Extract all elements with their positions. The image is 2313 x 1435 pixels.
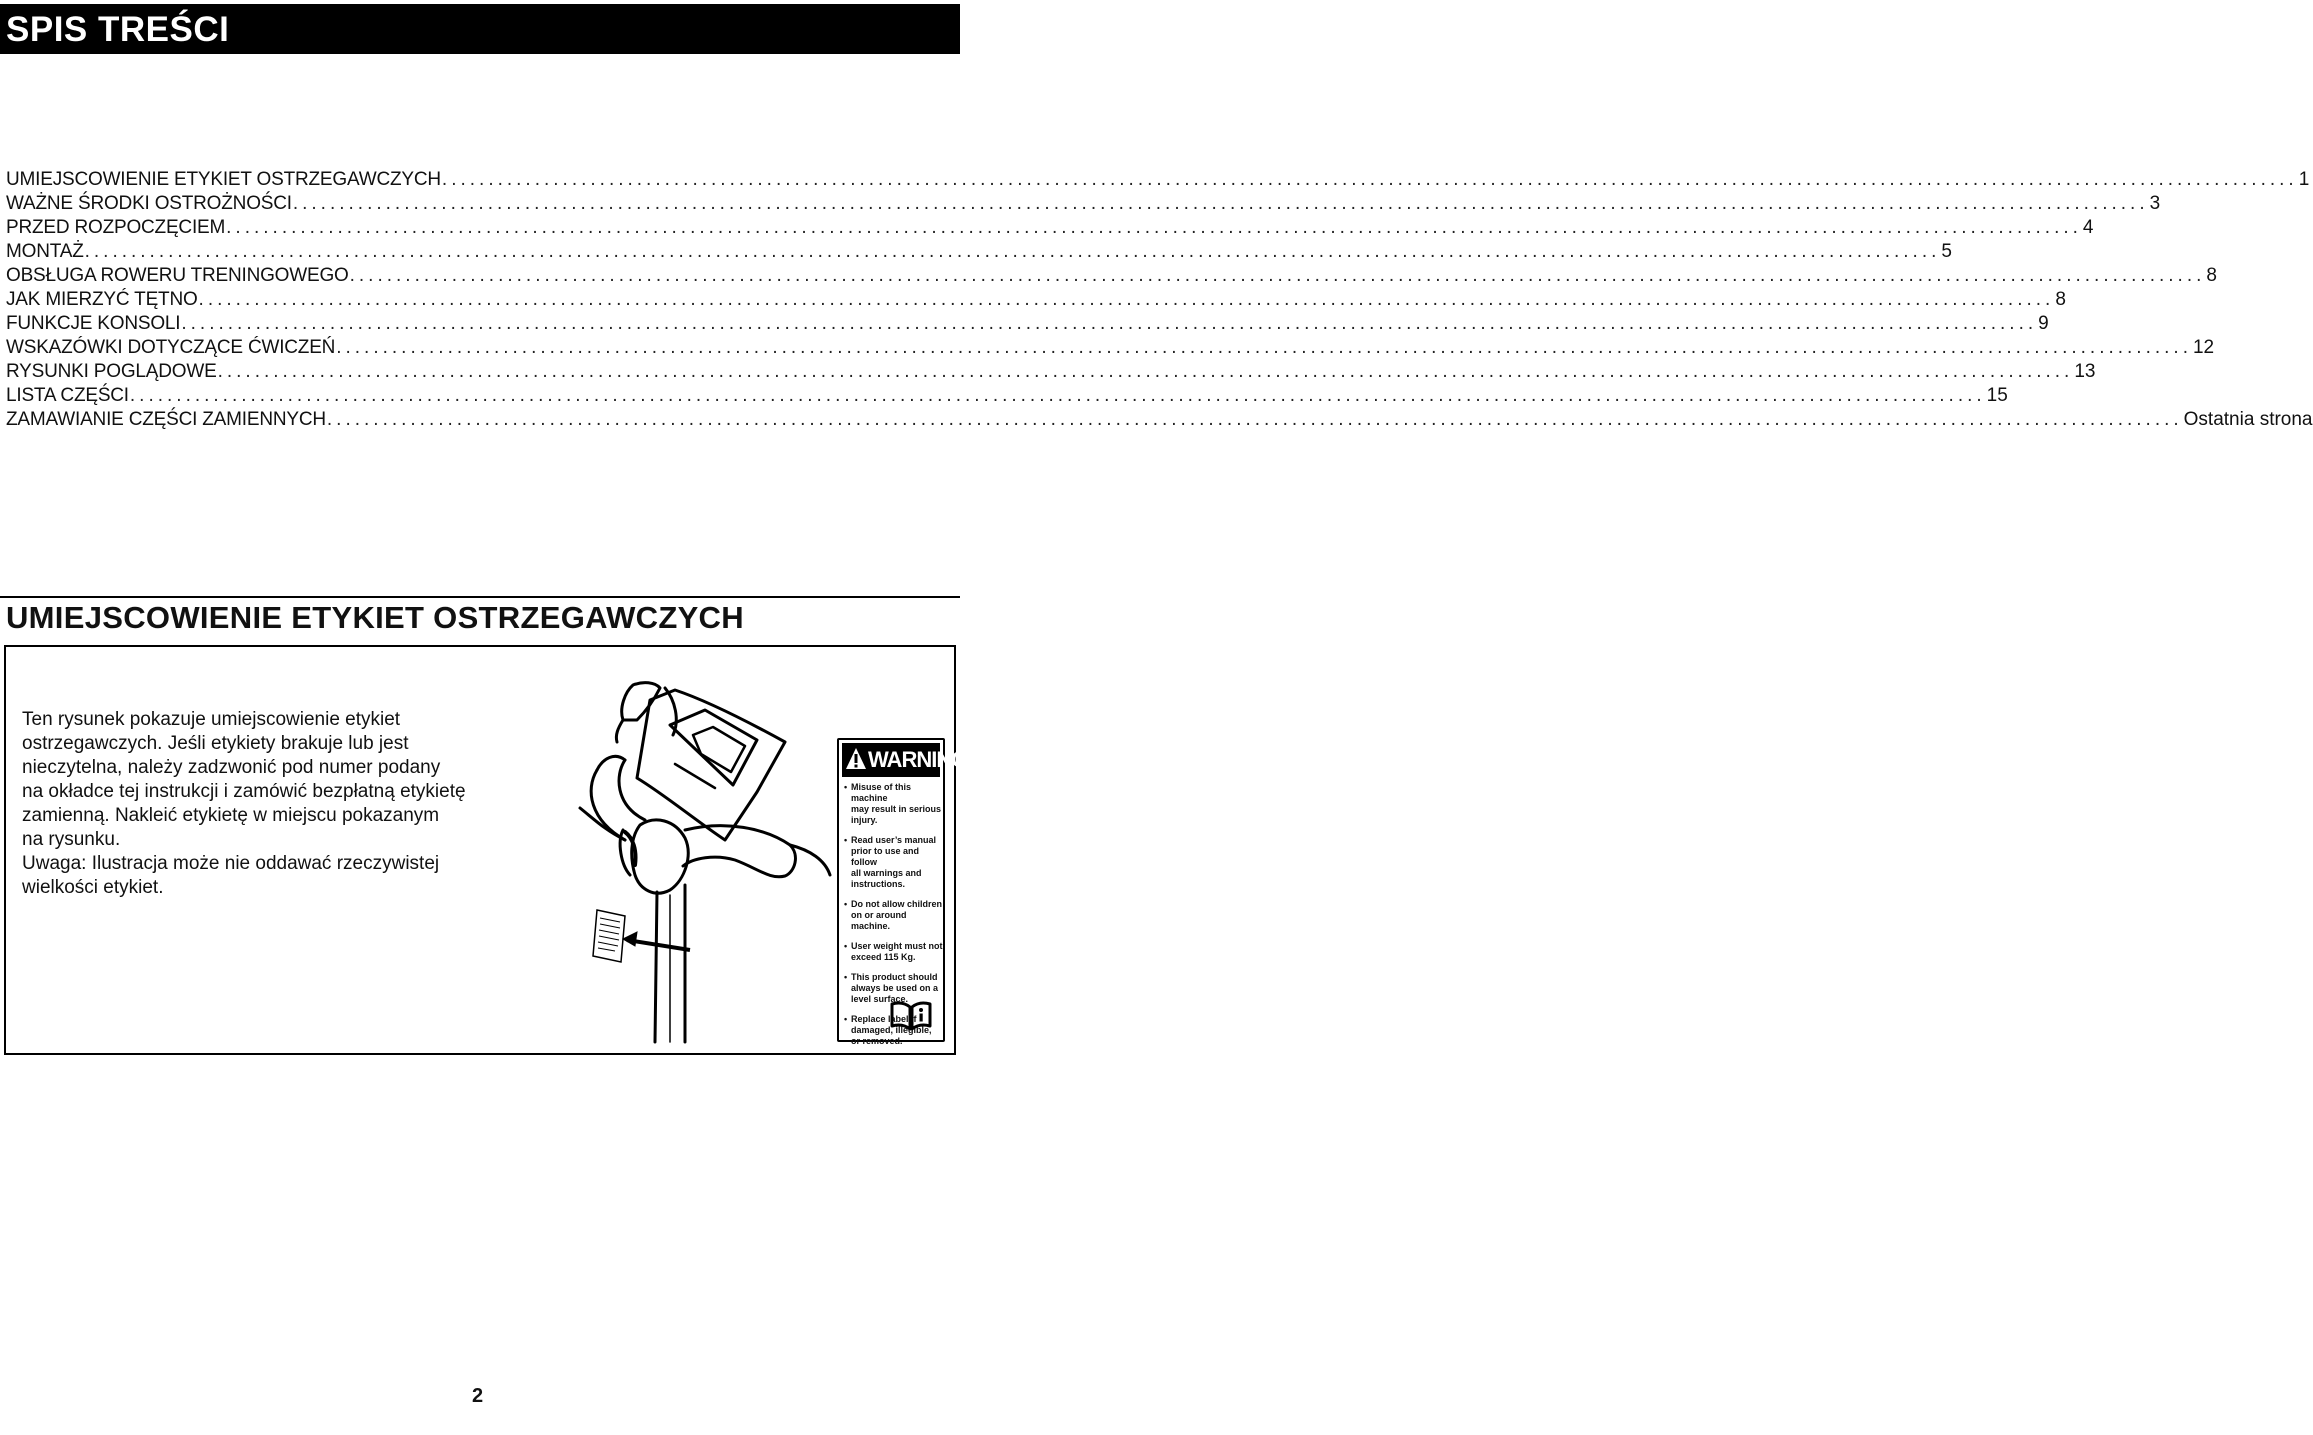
bullet: • — [844, 835, 848, 845]
toc-entry-label: ZAMAWIANIE CZĘŚCI ZAMIENNYCH — [6, 409, 326, 430]
description-line: wielkości etykiet. — [22, 877, 164, 898]
description-line: Ten rysunek pokazuje umiejscowienie etykiet — [22, 709, 401, 730]
toc-entry[interactable] — [6, 192, 2161, 216]
warning-triangle-icon — [845, 747, 867, 771]
toc-entry[interactable] — [6, 360, 2096, 384]
warning-line: injury. — [851, 815, 878, 825]
exercise-bike-illustration — [585, 680, 830, 1042]
description-line: nieczytelna, należy zadzwonić pod numer podany — [22, 757, 441, 778]
warning-line: level surface. — [851, 994, 909, 1004]
bullet: • — [844, 782, 848, 792]
warning-line: Replace label if — [851, 1014, 917, 1024]
toc-entry[interactable] — [6, 264, 2217, 288]
warning-line: User weight must not — [851, 941, 943, 951]
toc-entry[interactable] — [6, 240, 1952, 264]
warning-line: This product should — [851, 972, 938, 982]
description-line: zamienną. Nakleić etykietę w miejscu pokazanym — [22, 805, 440, 826]
bullet: • — [844, 899, 848, 909]
page-number: 2 — [472, 1385, 484, 1407]
warning-line: Misuse of this machine — [851, 782, 912, 803]
description-line: ostrzegawczych. Jeśli etykiety brakuje lub jest — [22, 733, 409, 754]
warning-line: instructions. — [851, 879, 906, 889]
description-line: na okładce tej instrukcji i zamówić bezpłatną etykietę — [22, 781, 466, 802]
toc-entry-page: 15 — [1986, 385, 2008, 406]
toc-leader: ........................................................................................................................................................................................................ — [181, 313, 2038, 334]
toc-leader: ........................................................................................................................................................................................................ — [326, 409, 2183, 430]
toc-leader: ........................................................................................................................................................................................................ — [441, 169, 2298, 190]
toc-entry-label: RYSUNKI POGLĄDOWE — [6, 361, 217, 382]
toc-entry-page: 1 — [2298, 169, 2310, 190]
section-title: UMIEJSCOWIENIE ETYKIET OSTRZEGAWCZYCH — [6, 600, 744, 635]
toc-entry-label: JAK MIERZYĆ TĘTNO — [6, 289, 198, 310]
warning-line: Do not allow children — [851, 899, 943, 909]
warning-line: may result in serious — [851, 804, 942, 814]
toc-leader: ........................................................................................................................................................................................................ — [292, 193, 2149, 214]
toc-leader: ........................................................................................................................................................................................................ — [349, 265, 2206, 286]
toc-entry-label: WSKAZÓWKI DOTYCZĄCE ĆWICZEŃ — [6, 337, 336, 358]
toc-entry-page: 8 — [2206, 265, 2217, 286]
warning-item — [844, 941, 944, 963]
warning-heading — [842, 743, 968, 777]
warning-label — [837, 738, 968, 1046]
toc-entry-label: MONTAŻ — [6, 241, 84, 262]
warning-line: damaged, illegible, — [851, 1025, 932, 1035]
toc-entry[interactable] — [6, 216, 2094, 240]
toc-entry-label: WAŻNE ŚRODKI OSTROŻNOŚCI — [6, 193, 292, 214]
warning-item — [844, 835, 944, 890]
toc-entry-page: 8 — [2055, 289, 2066, 310]
toc-entry-page: Ostatnia strona — [2183, 409, 2313, 430]
toc-entry[interactable] — [6, 168, 2310, 192]
toc-entry[interactable] — [6, 312, 2049, 336]
toc-leader: ........................................................................................................................................................................................................ — [198, 289, 2055, 310]
toc-entry[interactable] — [6, 408, 2313, 432]
description-line: na rysunku. — [22, 829, 121, 850]
section-divider — [0, 596, 960, 598]
read-manual-icon — [889, 1000, 933, 1032]
toc-entry-label: PRZED ROZPOCZĘCIEM — [6, 217, 226, 238]
bullet: • — [844, 941, 848, 951]
toc-entry-label: LISTA CZĘŚCI — [6, 385, 129, 406]
bullet: • — [844, 972, 848, 982]
toc-leader: ........................................................................................................................................................................................................ — [336, 337, 2192, 358]
warning-line: all warnings and — [851, 868, 922, 878]
toc-leader: ........................................................................................................................................................................................................ — [84, 241, 1941, 262]
warning-line: exceed 115 Kg. — [851, 952, 916, 962]
toc-entry[interactable] — [6, 384, 2008, 408]
toc-entry-label: UMIEJSCOWIENIE ETYKIET OSTRZEGAWCZYCH — [6, 169, 441, 190]
toc-entry-page: 3 — [2149, 193, 2161, 214]
warning-line: Read user’s manual — [851, 835, 937, 845]
warning-item — [844, 899, 944, 932]
toc-entry-page: 4 — [2082, 217, 2094, 238]
toc-leader: ........................................................................................................................................................................................................ — [129, 385, 1986, 406]
header-bar — [0, 4, 960, 54]
toc-leader: ........................................................................................................................................................................................................ — [217, 361, 2074, 382]
warning-line: always be used on a — [851, 983, 939, 993]
warning-line: or removed. — [851, 1036, 903, 1046]
page-title: SPIS TREŚCI — [6, 10, 230, 49]
toc-entry-page: 9 — [2038, 313, 2049, 334]
warning-line: prior to use and follow — [851, 846, 920, 867]
warning-item — [844, 782, 944, 826]
description-line: Uwaga: Ilustracja może nie oddawać rzeczywistej — [22, 853, 440, 874]
section-description — [22, 708, 502, 900]
table-of-contents — [6, 168, 2313, 432]
toc-entry[interactable] — [6, 288, 2066, 312]
toc-leader: ........................................................................................................................................................................................................ — [226, 217, 2082, 238]
page-header — [0, 0, 960, 58]
toc-entry-page: 12 — [2192, 337, 2215, 358]
toc-entry-page: 13 — [2074, 361, 2096, 382]
toc-entry-label: OBSŁUGA ROWERU TRENINGOWEGO — [6, 265, 349, 286]
warning-line: on or around machine. — [851, 910, 907, 931]
warning-heading-text: WARNING — [868, 747, 968, 772]
toc-entry[interactable] — [6, 336, 2215, 360]
toc-entry-page: 5 — [1941, 241, 1952, 262]
bullet: • — [844, 1014, 848, 1024]
toc-entry-label: FUNKCJE KONSOLI — [6, 313, 181, 334]
